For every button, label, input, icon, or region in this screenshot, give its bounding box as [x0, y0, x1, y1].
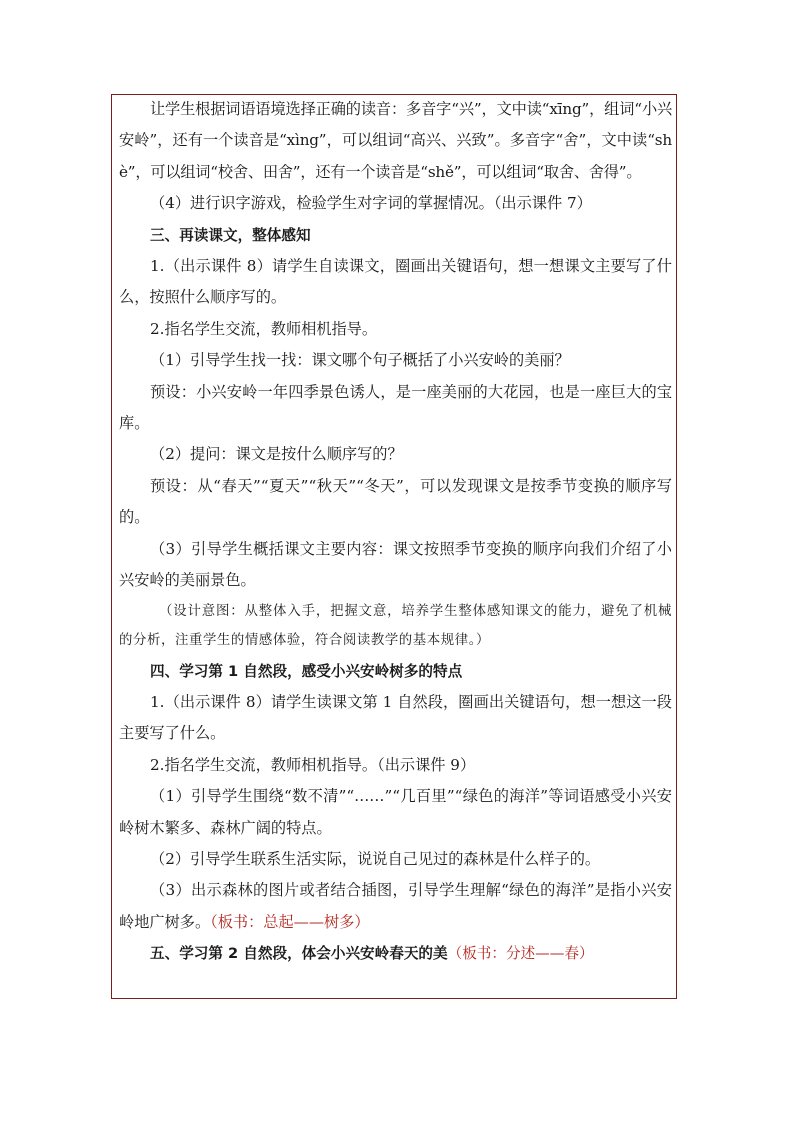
preset-answer-1: 预设：小兴安岭一年四季景色诱人，是一座美丽的大花园，也是一座巨大的宝库。 [119, 382, 672, 433]
section-four-heading: 四、学习第 1 自然段，感受小兴安岭树多的特点 [150, 662, 463, 680]
paragraph-one-guide-2: （2）引导学生联系生活实际，说说自己见过的森林是什么样子的。 [150, 849, 601, 868]
section-five-heading [119, 938, 672, 969]
paragraph-one-guide-1: （1）引导学生围绕“数不清”“……”“几百里”“绿色的海洋”等词语感受小兴安岭树木繁多、森林广阔的特点。 [119, 787, 672, 837]
blackboard-note-spring: （板书：分述——春） [447, 945, 594, 963]
reread-step-2: 2.指名学生交流，教师相机指导。 [150, 319, 378, 338]
paragraph-one-step-1: 1.（出示课件 8）请学生读课文第 1 自然段，圈画出关键语句，想一想这一段主要写了什么。 [119, 692, 672, 743]
section-five-heading-text: 五、学习第 2 自然段，体会小兴安岭春天的美 [150, 945, 448, 963]
pronunciation-paragraph: 让学生根据词语语境选择正确的读音：多音字“兴”，文中读“xīng”，组词“小兴安岭”，还有一个读音是“xìng”，可以组词“高兴、兴致”。多音字“舍”，文中读“shè”，可以组词“校舍、田舍”，还有一个读音是“shě”，可以组词“取舍、舍得”。 [119, 100, 672, 181]
blackboard-note-trees: （板书：总起——树多） [210, 912, 370, 931]
reread-step-1: 1.（出示课件 8）请学生自读课文，圈画出关键语句，想一想课文主要写了什么，按照什么顺序写的。 [119, 257, 672, 307]
guide-question-2: （2）提问：课文是按什么顺序写的？ [150, 445, 403, 464]
literacy-game-paragraph: （4）进行识字游戏，检验学生对字词的掌握情况。（出示课件 7） [150, 194, 592, 213]
preset-answer-2: 预设：从“春天”“夏天”“秋天”“冬天”，可以发现课文是按季节变换的顺序写的。 [119, 476, 672, 527]
section-three-heading: 三、再读课文，整体感知 [150, 226, 311, 244]
lesson-plan-content [119, 94, 672, 970]
design-intent-note: （设计意图：从整体入手，把握文意，培养学生整体感知课文的能力，避免了机械的分析，注重学生的情感体验，符合阅读教学的基本规律。） [119, 603, 672, 648]
paragraph-one-guide-3-text: （3）出示森林的图片或者结合插图，引导学生理解“绿色的海洋”是指小兴安岭地广树多。 [119, 881, 672, 931]
guide-question-3: （3）引导学生概括课文主要内容：课文按照季节变换的顺序向我们介绍了小兴安岭的美丽景色。 [119, 539, 672, 590]
paragraph-one-step-2: 2.指名学生交流，教师相机指导。（出示课件 9） [150, 755, 476, 774]
paragraph-one-guide-3 [119, 875, 672, 938]
guide-question-1: （1）引导学生找一找：课文哪个句子概括了小兴安岭的美丽？ [150, 351, 570, 370]
